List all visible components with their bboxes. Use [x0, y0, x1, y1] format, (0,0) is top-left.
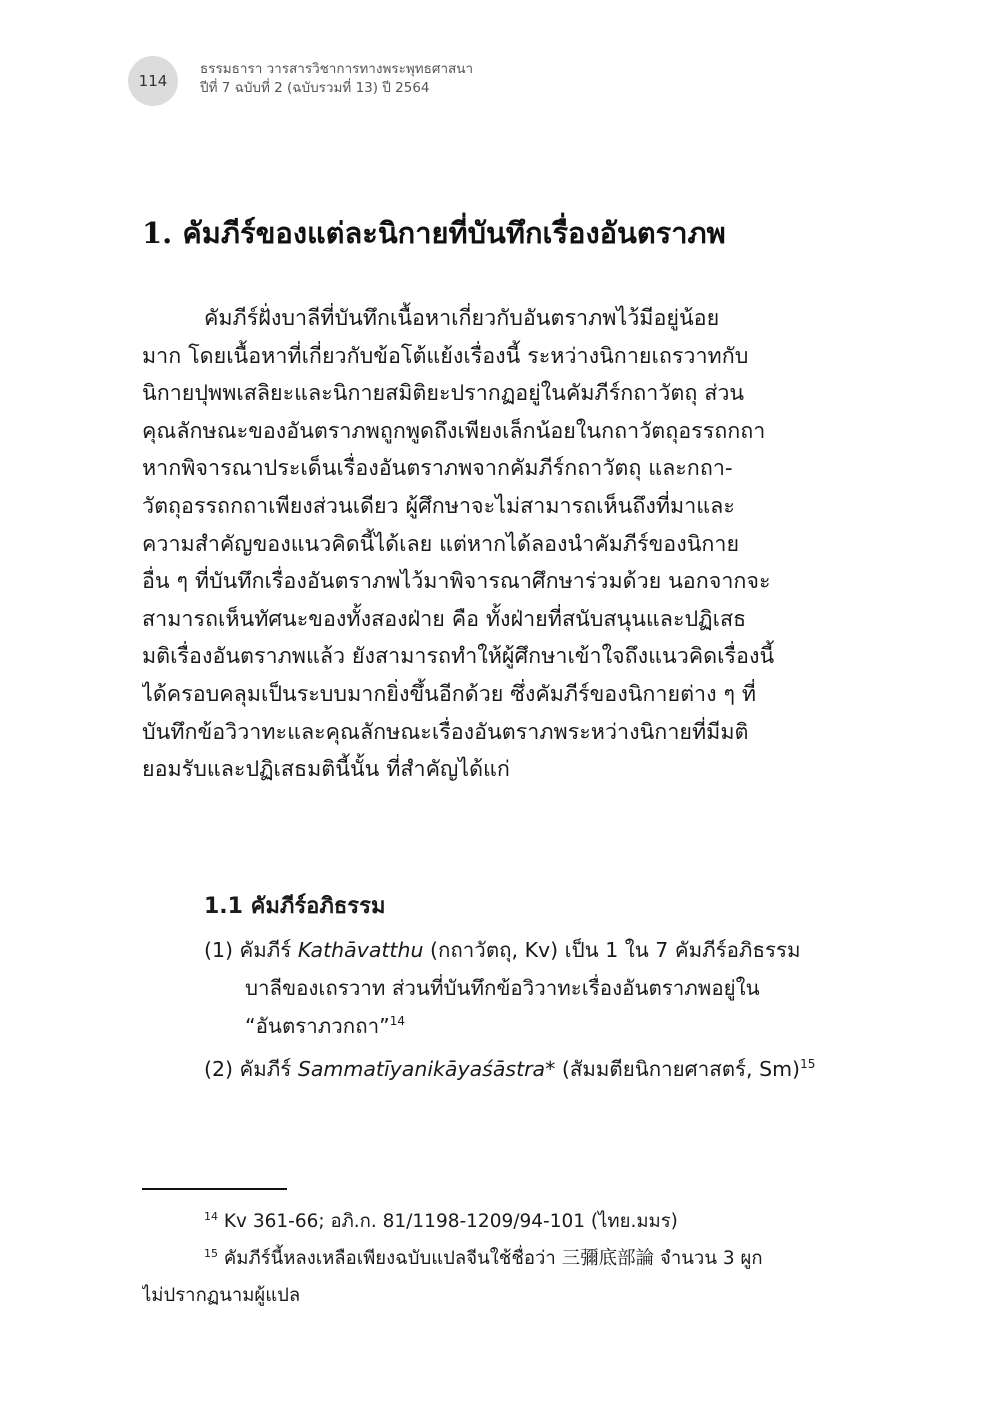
- footnote-divider: [142, 1188, 287, 1190]
- footnote-ref-14[interactable]: 14: [389, 1013, 406, 1028]
- paragraph-line: หากพิจารณาประเด็นเรื่องอันตราภพจากคัมภีร์กถาวัตถุ และกถา-: [142, 456, 733, 482]
- list-item-2: [204, 1051, 834, 1089]
- footnote-15-continuation: ไม่ปรากฏนามผู้แปล: [142, 1285, 301, 1306]
- paragraph-line: มาก โดยเนื้อหาที่เกี่ยวกับข้อโต้แย้งเรื่องนี้ ระหว่างนิกายเถรวาทกับ: [142, 343, 749, 369]
- section-title: 1. คัมภีร์ของแต่ละนิกายที่บันทึกเรื่องอันตราภพ: [142, 216, 726, 250]
- paragraph-line: นิกายปุพพเสลิยะและนิกายสมิติยะปรากฏอยู่ในคัมภีร์กถาวัตถุ ส่วน: [142, 381, 745, 407]
- footnote-ref-15[interactable]: 15: [800, 1057, 816, 1072]
- paragraph-line: มติเรื่องอันตราภพแล้ว ยังสามารถทำให้ผู้ศึกษาเข้าใจถึงแนวคิดเรื่องนี้: [142, 644, 775, 670]
- footnote-text: Kv 361-66; อภิ.ก. 81/1198-1209/94-101 (ไทย.มมร): [218, 1211, 678, 1232]
- item-suffix: (กถาวัตถุ, Kv) เป็น 1 ใน 7 คัมภีร์อภิธรรม: [423, 938, 801, 962]
- footnote-number: 14: [204, 1209, 218, 1223]
- footnote-text: คัมภีร์นี้หลงเหลือเพียงฉบับแปลจีนใช้ชื่อว่า: [218, 1248, 562, 1269]
- body-paragraph: [142, 300, 832, 789]
- paragraph-line: บันทึกข้อวิวาทะและคุณลักษณะเรื่องอันตราภพระหว่างนิกายที่มีมติ: [142, 719, 749, 745]
- issue-line: ปีที่ 7 ฉบับที่ 2 (ฉบับรวมที่ 13) ปี 2564: [200, 80, 430, 96]
- paragraph-line: วัตถุอรรถกถาเพียงส่วนเดียว ผู้ศึกษาจะไม่สามารถเห็นถึงที่มาและ: [142, 493, 735, 519]
- paragraph-line: ความสำคัญของแนวคิดนี้ได้เลย แต่หากได้ลองนำคัมภีร์ของนิกาย: [142, 531, 740, 557]
- subsection-title: 1.1 คัมภีร์อภิธรรม: [204, 894, 386, 919]
- paragraph-line: คัมภีร์ฝั่งบาลีที่บันทึกเนื้อหาเกี่ยวกับอันตราภพไว้มีอยู่น้อย: [204, 306, 720, 331]
- paragraph-line: คุณลักษณะของอันตราภพถูกพูดถึงเพียงเล็กน้อยในกถาวัตถุอรรถกถา: [142, 418, 766, 444]
- paragraph-line: อื่น ๆ ที่บันทึกเรื่องอันตราภพไว้มาพิจารณาศึกษาร่วมด้วย นอกจากจะ: [142, 569, 771, 595]
- footnote-14: [142, 1203, 834, 1240]
- paragraph-line: สามารถเห็นทัศนะของทั้งสองฝ่าย คือ ทั้งฝ่ายที่สนับสนุนและปฏิเสธ: [142, 606, 747, 632]
- item-suffix: (สัมมตียนิกายศาสตร์, Sm): [555, 1057, 801, 1082]
- item-italic-title: Kathāvatthu: [297, 938, 424, 962]
- item-italic-title: Sammatīyanikāyaśāstra*: [297, 1057, 556, 1082]
- footnote-text: จำนวน 3 ผูก: [654, 1248, 763, 1269]
- paragraph-line: ได้ครอบคลุมเป็นระบบมากยิ่งขึ้นอีกด้วย ซึ่งคัมภีร์ของนิกายต่าง ๆ ที่: [142, 681, 757, 707]
- text-list: [204, 932, 834, 1089]
- list-item-1: [204, 932, 834, 970]
- list-item-1-continuation: บาลีของเถรวาท ส่วนที่บันทึกข้อวิวาทะเรื่องอันตราภพอยู่ใน: [245, 975, 760, 1000]
- item-quote: “อันตราภวกถา”: [245, 1013, 390, 1038]
- running-header: [200, 60, 473, 98]
- item-prefix: (2) คัมภีร์: [204, 1057, 298, 1082]
- paragraph-line: ยอมรับและปฏิเสธมตินี้นั้น ที่สำคัญได้แก่: [142, 757, 510, 783]
- footnote-number: 15: [204, 1246, 218, 1260]
- footnotes: [142, 1203, 834, 1314]
- item-prefix: (1) คัมภีร์: [204, 938, 298, 962]
- journal-title: ธรรมธารา วารสารวิชาการทางพระพุทธศาสนา: [200, 61, 474, 77]
- page-number: 114: [138, 72, 168, 90]
- chinese-title: 三彌底部論: [561, 1248, 655, 1269]
- page-number-badge: [128, 56, 178, 106]
- footnote-15: [142, 1240, 834, 1277]
- list-item-1-continuation: [204, 1008, 834, 1046]
